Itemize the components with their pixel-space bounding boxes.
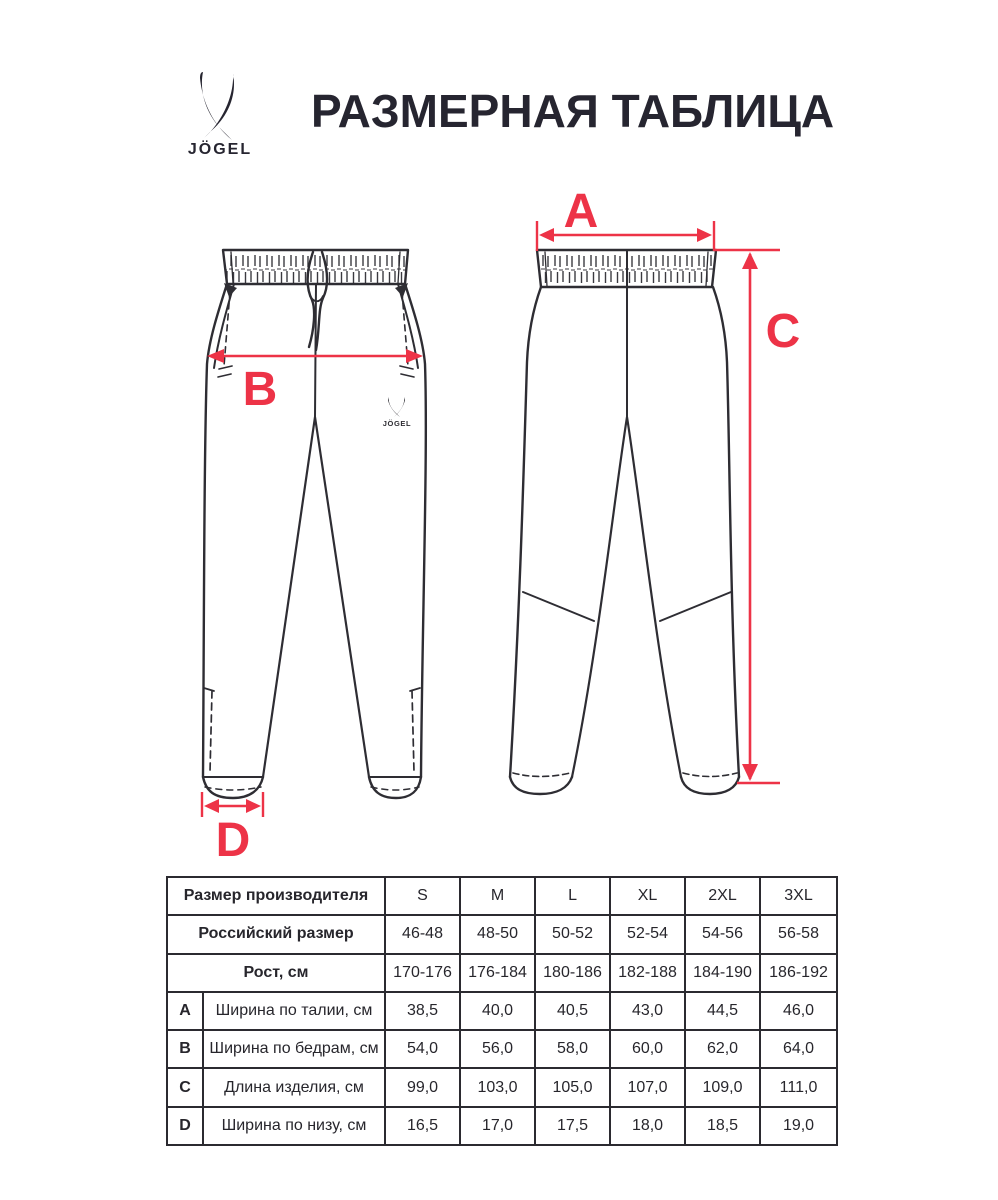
table-row-height	[167, 954, 837, 992]
dimension-label-b: B	[242, 363, 278, 416]
value-cell: 186-192	[760, 954, 837, 992]
value-cell: 44,5	[685, 992, 760, 1030]
measure-letter: B	[167, 1030, 203, 1068]
value-cell: 48-50	[460, 915, 535, 953]
page-title: РАЗМЕРНАЯ ТАБЛИЦА	[311, 85, 835, 137]
value-cell: 17,5	[535, 1107, 610, 1145]
value-cell: 17,0	[460, 1107, 535, 1145]
value-cell: 176-184	[460, 954, 535, 992]
size-cell: M	[460, 877, 535, 915]
value-cell: 43,0	[610, 992, 685, 1030]
value-cell: 54-56	[685, 915, 760, 953]
value-cell: 105,0	[535, 1068, 610, 1106]
value-cell: 170-176	[385, 954, 460, 992]
value-cell: 182-188	[610, 954, 685, 992]
mini-logo-text: JÖGEL	[382, 419, 412, 428]
table-row-length	[167, 1068, 837, 1106]
size-cell: L	[535, 877, 610, 915]
size-cell: S	[385, 877, 460, 915]
value-cell: 46-48	[385, 915, 460, 953]
value-cell: 99,0	[385, 1068, 460, 1106]
measure-label: Длина изделия, см	[203, 1068, 385, 1106]
dimension-arrow-c	[714, 250, 800, 783]
row-label: Рост, см	[167, 954, 385, 992]
table-row-waist-width	[167, 992, 837, 1030]
dimension-label-c: C	[765, 305, 801, 358]
table-row-bottom-width	[167, 1107, 837, 1145]
value-cell: 38,5	[385, 992, 460, 1030]
value-cell: 50-52	[535, 915, 610, 953]
value-cell: 19,0	[760, 1107, 837, 1145]
measure-label: Ширина по бедрам, см	[203, 1030, 385, 1068]
value-cell: 56-58	[760, 915, 837, 953]
jogel-mini-logo-icon	[388, 397, 405, 417]
dimension-arrow-a	[537, 185, 714, 251]
measure-letter: A	[167, 992, 203, 1030]
value-cell: 107,0	[610, 1068, 685, 1106]
size-cell: XL	[610, 877, 685, 915]
pants-front-drawing	[203, 250, 426, 798]
value-cell: 103,0	[460, 1068, 535, 1106]
row-label: Российский размер	[167, 915, 385, 953]
value-cell: 184-190	[685, 954, 760, 992]
row-label: Размер производителя	[167, 877, 385, 915]
dimension-arrow-d	[202, 792, 263, 867]
value-cell: 180-186	[535, 954, 610, 992]
value-cell: 52-54	[610, 915, 685, 953]
value-cell: 111,0	[760, 1068, 837, 1106]
value-cell: 58,0	[535, 1030, 610, 1068]
measure-letter: D	[167, 1107, 203, 1145]
value-cell: 62,0	[685, 1030, 760, 1068]
value-cell: 18,5	[685, 1107, 760, 1145]
table-row-hip-width	[167, 1030, 837, 1068]
measure-letter: C	[167, 1068, 203, 1106]
dimension-label-d: D	[215, 814, 251, 867]
table-row-manufacturer-size	[167, 877, 837, 915]
value-cell: 46,0	[760, 992, 837, 1030]
size-table	[166, 876, 838, 1146]
size-cell: 2XL	[685, 877, 760, 915]
value-cell: 40,5	[535, 992, 610, 1030]
jogel-logo-icon	[200, 72, 234, 140]
measure-label: Ширина по талии, см	[203, 992, 385, 1030]
value-cell: 56,0	[460, 1030, 535, 1068]
measure-label: Ширина по низу, см	[203, 1107, 385, 1145]
value-cell: 54,0	[385, 1030, 460, 1068]
value-cell: 40,0	[460, 992, 535, 1030]
value-cell: 18,0	[610, 1107, 685, 1145]
pants-back-drawing	[510, 250, 739, 794]
table-row-russian-size	[167, 915, 837, 953]
brand-wordmark: JÖGEL	[187, 141, 253, 158]
value-cell: 64,0	[760, 1030, 837, 1068]
value-cell: 60,0	[610, 1030, 685, 1068]
value-cell: 16,5	[385, 1107, 460, 1145]
dimension-label-a: A	[563, 185, 599, 238]
value-cell: 109,0	[685, 1068, 760, 1106]
size-cell: 3XL	[760, 877, 837, 915]
